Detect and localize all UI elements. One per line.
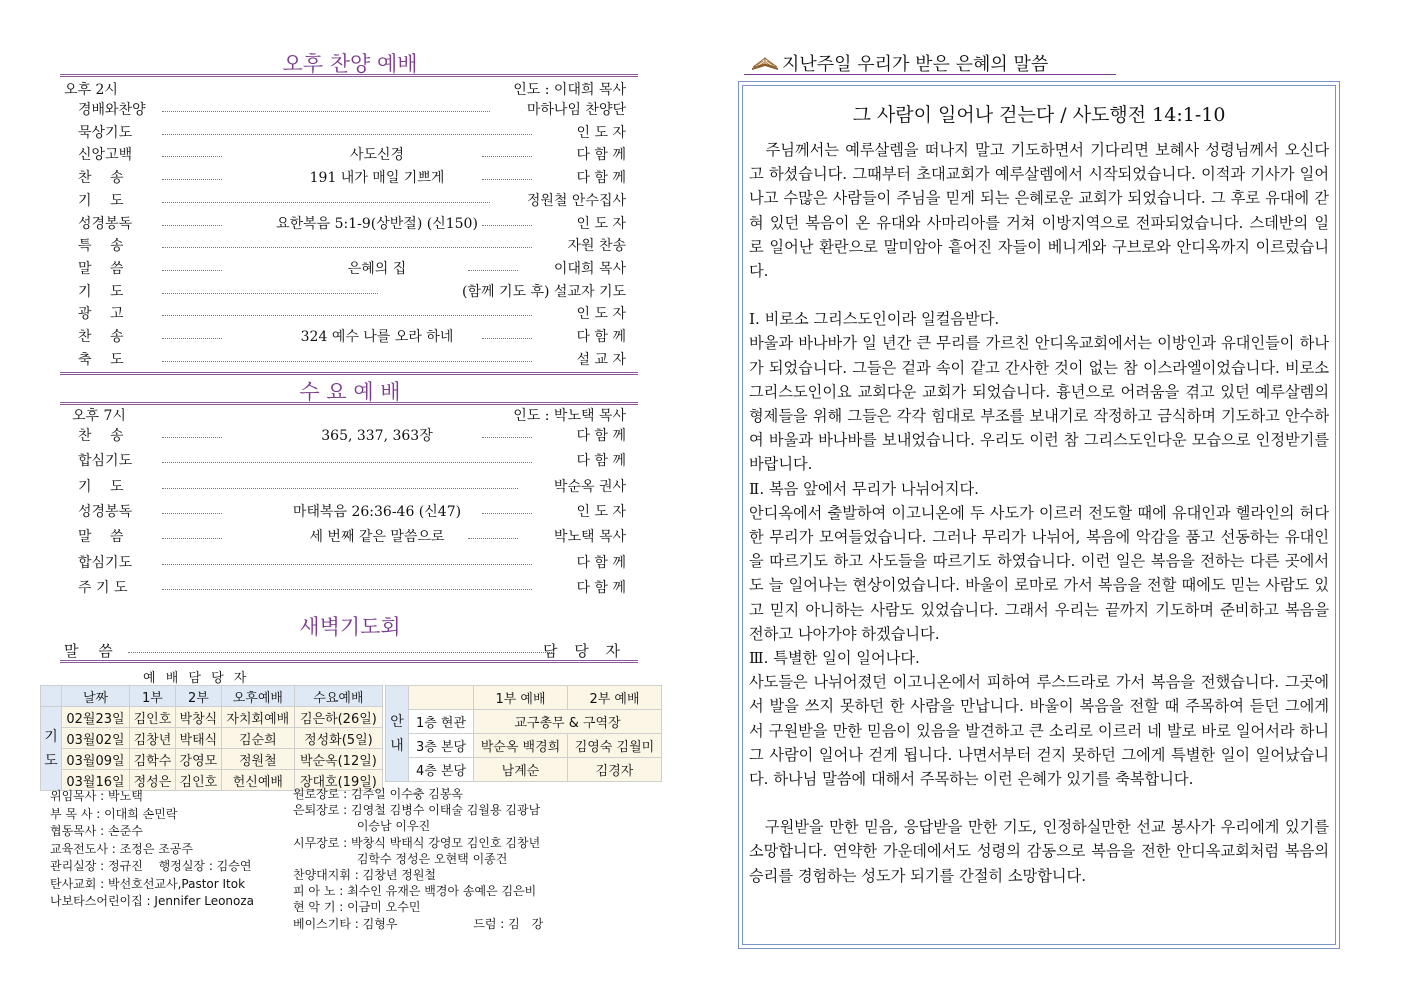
guide-cell: 박순옥 백경희 [474, 734, 568, 758]
dot-leader [162, 247, 532, 248]
afternoon-order-person: 인 도 자 [576, 124, 626, 141]
wednesday-order-row [62, 450, 632, 472]
dot-leader [162, 111, 490, 112]
afternoon-order-content: 191 내가 매일 기쁘게 [309, 170, 445, 187]
staff-line: 은퇴장로 : 김영철 김병수 이태술 김월용 김광남 [293, 803, 541, 818]
wednesday-header [62, 405, 632, 427]
guide-cell: 김경자 [568, 758, 662, 782]
schedule-cell: 헌신예배 [221, 770, 294, 791]
schedule-cell: 자치회예배 [221, 707, 294, 728]
guide-table [385, 685, 662, 782]
guide-cell: 남계순 [474, 758, 568, 782]
afternoon-order-row [62, 349, 632, 371]
schedule-caption: 예 배 담 당 자 [143, 671, 250, 686]
wednesday-leader: 인도 : 박노택 목사 [513, 408, 626, 424]
schedule-cell: 03월16일 [62, 770, 130, 791]
staff-line: 시무장로 : 박창식 박태식 강영모 김인호 김창년 [293, 835, 541, 850]
wednesday-order-row [62, 476, 632, 498]
afternoon-order-label: 기 도 [78, 192, 124, 209]
staff-line: 이승남 이우진 [293, 819, 431, 834]
guide-place: 4층 본당 [409, 758, 474, 782]
staff-line: 협동목사 : 손준수 [50, 824, 143, 838]
dot-leader [162, 202, 490, 203]
guide-place: 1층 현관 [409, 710, 474, 734]
sermon-header-rule [744, 74, 1116, 75]
staff-right [293, 786, 653, 932]
afternoon-order-row [62, 99, 632, 121]
sermon-paragraph [749, 283, 1329, 307]
schedule-side-label: 기 도 [41, 707, 62, 791]
afternoon-order-label: 경배와찬양 [78, 102, 146, 118]
schedule-cell: 김창년 [130, 728, 176, 749]
guide-header: 2부 예배 [568, 686, 662, 710]
sermon-subheading: Ⅱ. 복음 앞에서 무리가 나뉘어지다. [749, 479, 980, 498]
schedule-header: 수요예배 [294, 686, 382, 707]
schedule-corner [41, 686, 62, 707]
afternoon-order-label: 말 씀 [78, 260, 124, 277]
schedule-cell: 박태식 [175, 728, 221, 749]
afternoon-order-person: 인 도 자 [576, 306, 626, 323]
afternoon-order-row [62, 167, 632, 189]
sermon-paragraph [749, 791, 1329, 815]
wednesday-order-content: 마태복음 26:36-46 (신47) [292, 503, 462, 520]
afternoon-order-content: 은혜의 집 [347, 260, 407, 277]
afternoon-header [62, 79, 632, 101]
afternoon-order-person: 다 함 께 [576, 329, 626, 345]
wednesday-order-content: 세 번째 같은 말씀으로 [309, 529, 445, 546]
afternoon-order-person: 인 도 자 [576, 215, 626, 232]
afternoon-order-row [62, 326, 632, 348]
wednesday-order-label: 주 기 도 [78, 579, 128, 596]
staff-line: 원로장로 : 김주일 이수충 김봉옥 [293, 787, 463, 801]
afternoon-order-label: 신앙고백 [78, 147, 133, 164]
afternoon-order-row [62, 281, 632, 303]
afternoon-order-person: 다 함 께 [576, 170, 626, 187]
sermon-paragraph: 안디옥에서 출발하여 이고니온에 두 사도가 이르러 전도할 때에 유대인과 헬라인의 허다한 무리가 모여들었습니다. 그러나 무리가 나뉘어, 복음에 악감을 품고 선동하는 유대인을 따르기도 하고 사도들을 따르기도 하였습니다. 이런 일은 복음을 전하는 다른 곳에서도 늘 일어나는 현상이었습니다. 바울이 로마로 가서 복음을 전할 때에도 믿는 사람도 있고 믿지 아니하는 사람도 있었습니다. 그래서 우리는 끝까지 기도하며 준비하고 복음을 전하고 나아가야 하겠습니다. [749, 503, 1329, 643]
wednesday-order-row [62, 425, 632, 447]
wednesday-order-row [62, 501, 632, 523]
wednesday-order-label: 말 씀 [78, 529, 124, 546]
schedule-cell: 정원철 [221, 749, 294, 770]
dot-leader [162, 488, 518, 489]
staff-line: 나보타스어린이집 : Jennifer Leonoza [50, 894, 255, 908]
wednesday-title: 수 요 예 배 [299, 380, 401, 404]
wednesday-order-label: 기 도 [78, 478, 124, 495]
staff-line: 교육전도사 : 조정은 조공주 [50, 841, 193, 856]
afternoon-order-person: (함께 기도 후) 설교자 기도 [462, 283, 626, 300]
schedule-header: 오후예배 [221, 686, 294, 707]
afternoon-order-label: 특 송 [78, 238, 124, 255]
schedule-cell: 03월02일 [62, 728, 130, 749]
wednesday-order-person: 다 함 께 [576, 428, 626, 444]
dawn-rule [60, 660, 638, 663]
staff-left [50, 788, 280, 911]
schedule-cell: 장대호(19일) [294, 770, 382, 791]
guide-corner [409, 686, 474, 710]
schedule-cell: 김순희 [221, 728, 294, 749]
wednesday-order-person: 다 함 께 [576, 453, 626, 470]
sermon-paragraph: 사도들은 나뉘어졌던 이고니온에서 피하여 루스드라로 가서 복음을 전했습니다. 그곳에서 발을 쓰지 못하던 한 사람을 만납니다. 바울이 복음을 전할 때 주목하여 듣던 그에게서 구원받을 만한 믿음이 있음을 발견하고 큰 소리로 이르러 네 발로 바로 일어서라 하니 그 사람이 일어나 걷게 됩니다. 나면서부터 걷지 못하던 그에게 특별한 일이 일어났습니다. 하나님 말씀에 대해서 주목하는 이런 은혜가 있기를 축복합니다. [749, 673, 1329, 789]
schedule-table [40, 685, 383, 791]
afternoon-order-row [62, 213, 632, 235]
afternoon-order-content: 요한복음 5:1-9(상반절) (신150) [276, 215, 478, 232]
afternoon-leader: 인도 : 이대희 목사 [513, 82, 626, 98]
afternoon-order-label: 기 도 [78, 283, 124, 300]
dawn-title: 새벽기도회 [299, 615, 401, 639]
afternoon-order-person: 이대희 목사 [553, 260, 626, 277]
afternoon-order-person: 자원 찬송 [567, 238, 626, 255]
afternoon-order-content: 사도신경 [349, 147, 405, 164]
wednesday-order-label: 합심기도 [78, 554, 133, 571]
wednesday-order-person: 박노택 목사 [553, 529, 626, 546]
staff-line: 찬양대지휘 : 김창년 정원철 [293, 868, 436, 883]
staff-line: 부 목 사 : 이대희 손민락 [50, 806, 178, 821]
afternoon-order-content: 324 예수 나를 오라 하네 [300, 329, 454, 345]
staff-line: 위임목사 : 박노택 [50, 789, 143, 803]
afternoon-order-label: 성경봉독 [78, 215, 133, 232]
afternoon-order-label: 찬 송 [78, 170, 124, 187]
guide-header: 1부 예배 [474, 686, 568, 710]
staff-line: 탄사교회 : 박선호선교사,Pastor Itok [50, 876, 246, 891]
dot-leader [162, 361, 532, 362]
sermon-title: 그 사람이 일어나 걷는다 / 사도행전 14:1-10 [852, 104, 1226, 126]
wednesday-order-label: 합심기도 [78, 453, 133, 470]
wednesday-order-row [62, 577, 632, 599]
schedule-cell: 김은하(26일) [294, 707, 382, 728]
staff-line: 김학수 정성은 오현택 이종건 [293, 851, 508, 866]
afternoon-order-label: 묵상기도 [78, 124, 133, 141]
dot-leader [162, 293, 378, 294]
afternoon-order-row [62, 235, 632, 257]
guide-cell: 김영숙 김월미 [568, 734, 662, 758]
afternoon-order-row [62, 144, 632, 166]
wednesday-order-label: 찬 송 [78, 428, 124, 444]
wednesday-order-person: 다 함 께 [576, 554, 626, 571]
wednesday-order-content: 365, 337, 363장 [321, 428, 433, 444]
wednesday-order-row [62, 526, 632, 548]
sermon-paragraph: 주님께서는 예루살렘을 떠나지 말고 기도하면서 기다리면 보혜사 성령님께서 오신다고 하셨습니다. 그때부터 초대교회가 예루살렘에서 시작되었습니다. 이적과 기사가 일어나고 수많은 사람들이 주님을 믿게 되는 은혜로운 교회가 되었습니다. 그 후로 유대에 갇혀 있던 복음이 온 유대와 사마리아를 거쳐 이방지역으로 전파되었습니다. 스데반의 일로 일어난 환란으로 말미암아 흩어진 자들이 베니게와 구브로와 안디옥까지 이르렀습니다. [749, 141, 1329, 281]
sermon-header-text: 지난주일 우리가 받은 은혜의 말씀 [782, 54, 1049, 75]
afternoon-bottom-rule [60, 372, 638, 375]
afternoon-order-row [62, 258, 632, 280]
sermon-paragraph: 바울과 바나바가 일 년간 큰 무리를 가르친 안디옥교회에서는 이방인과 유대인들이 하나가 되었습니다. 그들은 겉과 속이 같고 간사한 것이 없는 참 이스라엘이었습니다. 비로소 그리스도인이요 교회다운 교회가 되었습니다. 흉년으로 어려움을 겪고 있던 예루살렘의 형제들을 위해 그들은 각각 힘대로 부조를 보내기로 작정하고 금식하며 기도하고 안수하여 바울과 바나바를 보내었습니다. 우리도 이런 참 그리스도인다운 모습으로 인정받기를 바랍니다. [749, 334, 1329, 474]
sermon-subheading: Ⅲ. 특별한 일이 일어나다. [749, 649, 920, 668]
schedule-cell: 박순옥(12일) [294, 749, 382, 770]
afternoon-order-row [62, 190, 632, 212]
dot-leader [162, 589, 532, 590]
afternoon-order-person: 다 함 께 [576, 147, 626, 164]
afternoon-title: 오후 찬양 예배 [282, 52, 418, 76]
schedule-cell: 02월23일 [62, 707, 130, 728]
guide-place: 3층 본당 [409, 734, 474, 758]
dawn-word-label: 말 씀 [64, 642, 113, 660]
schedule-cell: 강영모 [175, 749, 221, 770]
schedule-cell: 03월09일 [62, 749, 130, 770]
staff-line: 관리실장 : 정규진 행정실장 : 김승연 [50, 859, 252, 873]
dots [128, 652, 552, 653]
sermon-paragraph: 구원받을 만한 믿음, 응답받을 만한 기도, 인정하실만한 선교 봉사가 우리에게 있기를 소망합니다. 연약한 가운데에서도 성령의 감동으로 복음을 전한 안디옥교회처럼 복음의 승리를 경험하는 성도가 되기를 간절히 소망합니다. [749, 818, 1329, 885]
guide-cell: 교구총무 & 구역장 [474, 710, 662, 734]
schedule-cell: 정성화(5일) [294, 728, 382, 749]
dot-leader [162, 564, 532, 565]
afternoon-order-row [62, 303, 632, 325]
dot-leader [162, 462, 532, 463]
afternoon-order-row [62, 122, 632, 144]
afternoon-title-rule [60, 74, 638, 77]
wednesday-time: 오후 7시 [72, 408, 126, 424]
wednesday-order-person: 인 도 자 [576, 503, 626, 520]
afternoon-order-label: 축 도 [78, 351, 124, 368]
wednesday-order-row [62, 552, 632, 574]
afternoon-order-label: 찬 송 [78, 329, 124, 345]
schedule-cell: 김인호 [130, 707, 176, 728]
dawn-charge-label: 담 당 자 [542, 642, 626, 660]
schedule-cell: 김학수 [130, 749, 176, 770]
schedule-header: 2부 [175, 686, 221, 707]
afternoon-order-person: 마하나임 찬양단 [526, 102, 626, 118]
afternoon-order-label: 광 고 [78, 306, 124, 323]
schedule-header: 날짜 [62, 686, 130, 707]
schedule-header: 1부 [130, 686, 176, 707]
sermon-body [749, 138, 1329, 888]
schedule-cell: 박창식 [175, 707, 221, 728]
dot-leader [162, 315, 532, 316]
wednesday-order-person: 박순옥 권사 [553, 478, 626, 495]
staff-line: 베이스기타 : 김형우 드럼 : 김 강 [293, 916, 544, 931]
wednesday-order-person: 다 함 께 [576, 579, 626, 596]
wednesday-order-label: 성경봉독 [78, 503, 133, 520]
afternoon-order-person: 정원철 안수집사 [526, 192, 626, 209]
sermon-subheading: Ⅰ. 비로소 그리스도인이라 일컬음받다. [749, 310, 1000, 329]
guide-side-label: 안 내 [386, 686, 409, 782]
staff-line: 현 악 기 : 이금미 오수민 [293, 900, 421, 915]
staff-line: 피 아 노 : 최수인 유재은 백경아 송예은 김은비 [293, 884, 537, 899]
schedule-cell: 김인호 [175, 770, 221, 791]
schedule-cell: 정성은 [130, 770, 176, 791]
dot-leader [162, 134, 532, 135]
afternoon-time: 오후 2시 [64, 82, 118, 98]
afternoon-order-person: 설 교 자 [576, 351, 626, 368]
sermon-header [750, 50, 1048, 77]
dawn-row [62, 640, 632, 662]
